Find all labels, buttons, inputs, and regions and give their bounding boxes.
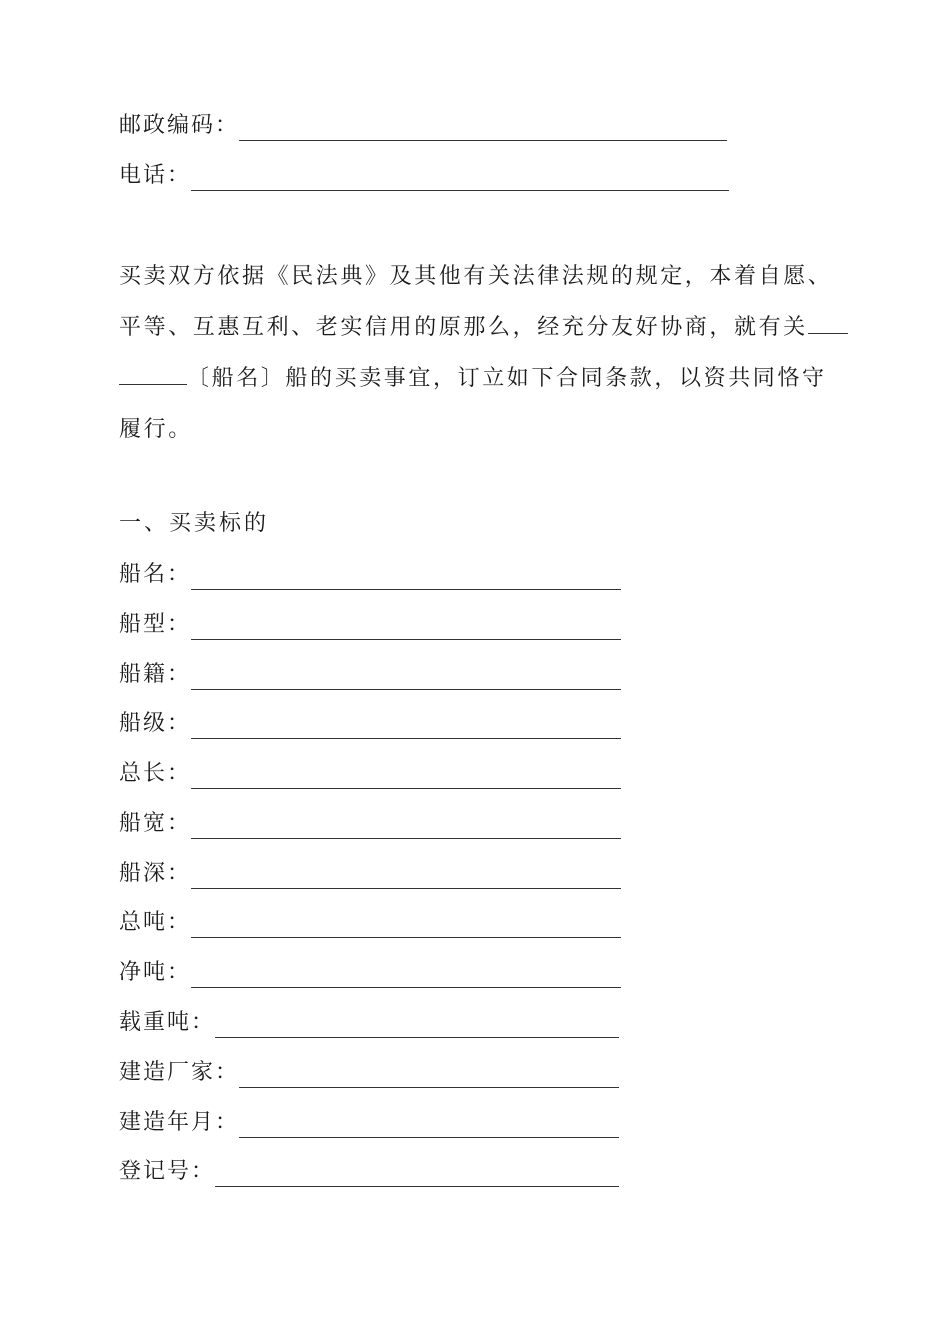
field-label: 总吨： [119,910,192,935]
field-label: 船级： [119,711,192,736]
field-label: 总长： [119,761,192,786]
field-label: 船型： [119,612,192,637]
field-label: 建造年月： [119,1110,240,1135]
intro-line-4: 履行。 [119,417,193,442]
field-deadweight [119,1007,619,1039]
intro-paragraph [119,251,839,455]
field-label: 载重吨： [119,1010,216,1035]
field-length [119,758,621,790]
field-gross-tonnage [119,907,621,939]
ship-name-blank-a[interactable] [808,311,848,334]
field-ship-type [119,609,621,641]
field-ship-name [119,559,621,591]
field-build-date [119,1107,619,1139]
field-blank[interactable] [215,1013,619,1038]
phone-label: 电话： [119,163,192,188]
postal-code-field [119,110,727,142]
field-class [119,708,621,740]
field-blank[interactable] [191,565,621,590]
intro-line-2-text: 平等、互惠互利、老实信用的原那么，经充分友好协商，就有关 [119,315,808,340]
field-blank[interactable] [191,764,621,789]
field-blank[interactable] [239,1113,619,1138]
field-builder [119,1057,619,1089]
field-blank[interactable] [191,714,621,739]
postal-code-label: 邮政编码： [119,113,240,138]
intro-line-3 [119,353,839,404]
field-blank[interactable] [191,864,621,889]
field-label: 船宽： [119,811,192,836]
field-label: 登记号： [119,1159,216,1184]
field-blank[interactable] [191,615,621,640]
phone-blank[interactable] [191,166,729,191]
intro-line-2 [119,302,839,353]
postal-code-blank[interactable] [239,116,727,141]
ship-name-blank-b[interactable] [119,362,187,385]
field-breadth [119,808,621,840]
field-blank[interactable] [239,1063,619,1088]
field-blank[interactable] [215,1162,619,1187]
field-blank[interactable] [191,814,621,839]
field-net-tonnage [119,957,621,989]
field-label: 船深： [119,861,192,886]
field-label: 船籍： [119,662,192,687]
section-title: 一、买卖标的 [119,511,270,536]
field-label: 建造厂家： [119,1060,240,1085]
field-label: 净吨： [119,960,192,985]
intro-line-3-text: 〔船名〕船的买卖事宜，订立如下合同条款，以资共同恪守 [187,366,827,391]
field-blank[interactable] [191,665,621,690]
field-registration-no [119,1156,619,1188]
field-blank[interactable] [191,913,621,938]
phone-field [119,160,729,192]
field-registry [119,659,621,691]
field-blank[interactable] [191,963,621,988]
field-label: 船名： [119,562,192,587]
intro-line-1: 买卖双方依据《民法典》及其他有关法律法规的规定，本着自愿、 [119,264,833,289]
field-depth [119,858,621,890]
